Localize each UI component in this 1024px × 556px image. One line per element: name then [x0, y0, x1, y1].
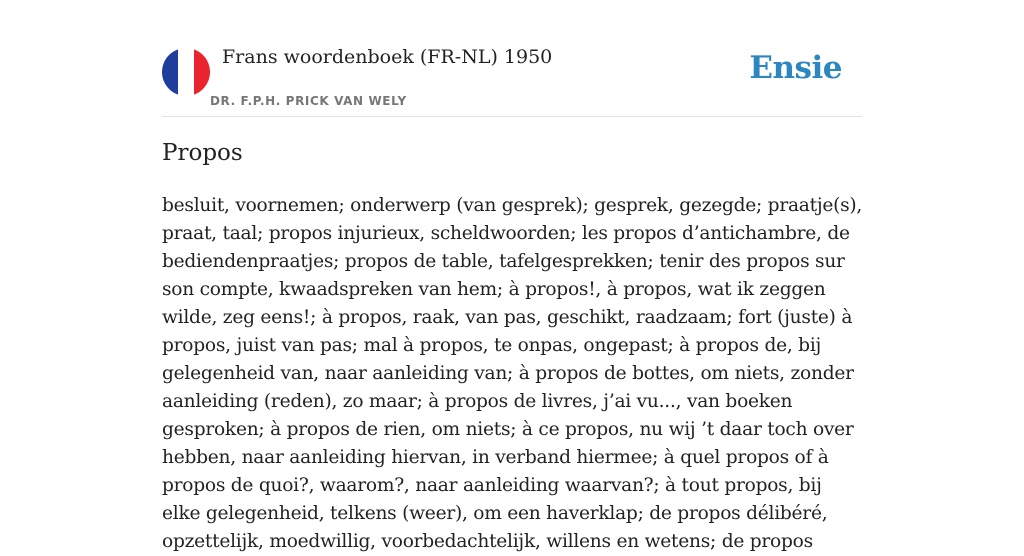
flag-stripe-blue — [162, 48, 178, 96]
flag-stripe-red — [194, 48, 210, 96]
entry-definition: besluit, voornemen; onderwerp (van gesprek); gesprek, gezegde; praatje(s), praat, taal; propos injurieux, scheldwoorden; les propos d’antichambre, de bediendenpraatjes; propos de table, tafelgesprekken; tenir des propos sur son compte, kwaadspreken van hem; à propos!, à propos, wat ik zeggen wilde, zeg eens!; à propos, raak, van pas, geschikt, raadzaam; fort (juste) à propos, juist van pas; mal à propos, te onpas, ongepast; à propos de, bij gelegenheid van, naar aanleiding van; à propos de bottes, om niets, zonder aanleiding (reden), zo maar; à propos de livres, j’ai vu..., van boeken gesproken; à propos de rien, om niets; à ce propos, nu wij ’t daar toch over hebben, naar aanleiding hiervan, in verband hiermee; à quel propos of à propos de quoi?, waarom?, naar aanleiding waarvan?; à tout propos, bij elke gelegenheid, telkens (weer), om een haverklap; de propos délibéré, opzettelijk, moedwillig, voorbedachtelijk, willens en wetens; de propos — [162, 195, 863, 552]
dictionary-title[interactable]: Frans woordenboek (FR-NL) 1950 — [222, 46, 553, 68]
entry-title: Propos — [162, 140, 243, 166]
ensie-logo-link[interactable]: Ensie — [749, 50, 842, 86]
france-flag-icon — [162, 48, 210, 96]
dictionary-author: DR. F.P.H. PRICK VAN WELY — [210, 94, 407, 108]
flag-stripe-white — [178, 48, 194, 96]
dictionary-header — [162, 44, 862, 117]
